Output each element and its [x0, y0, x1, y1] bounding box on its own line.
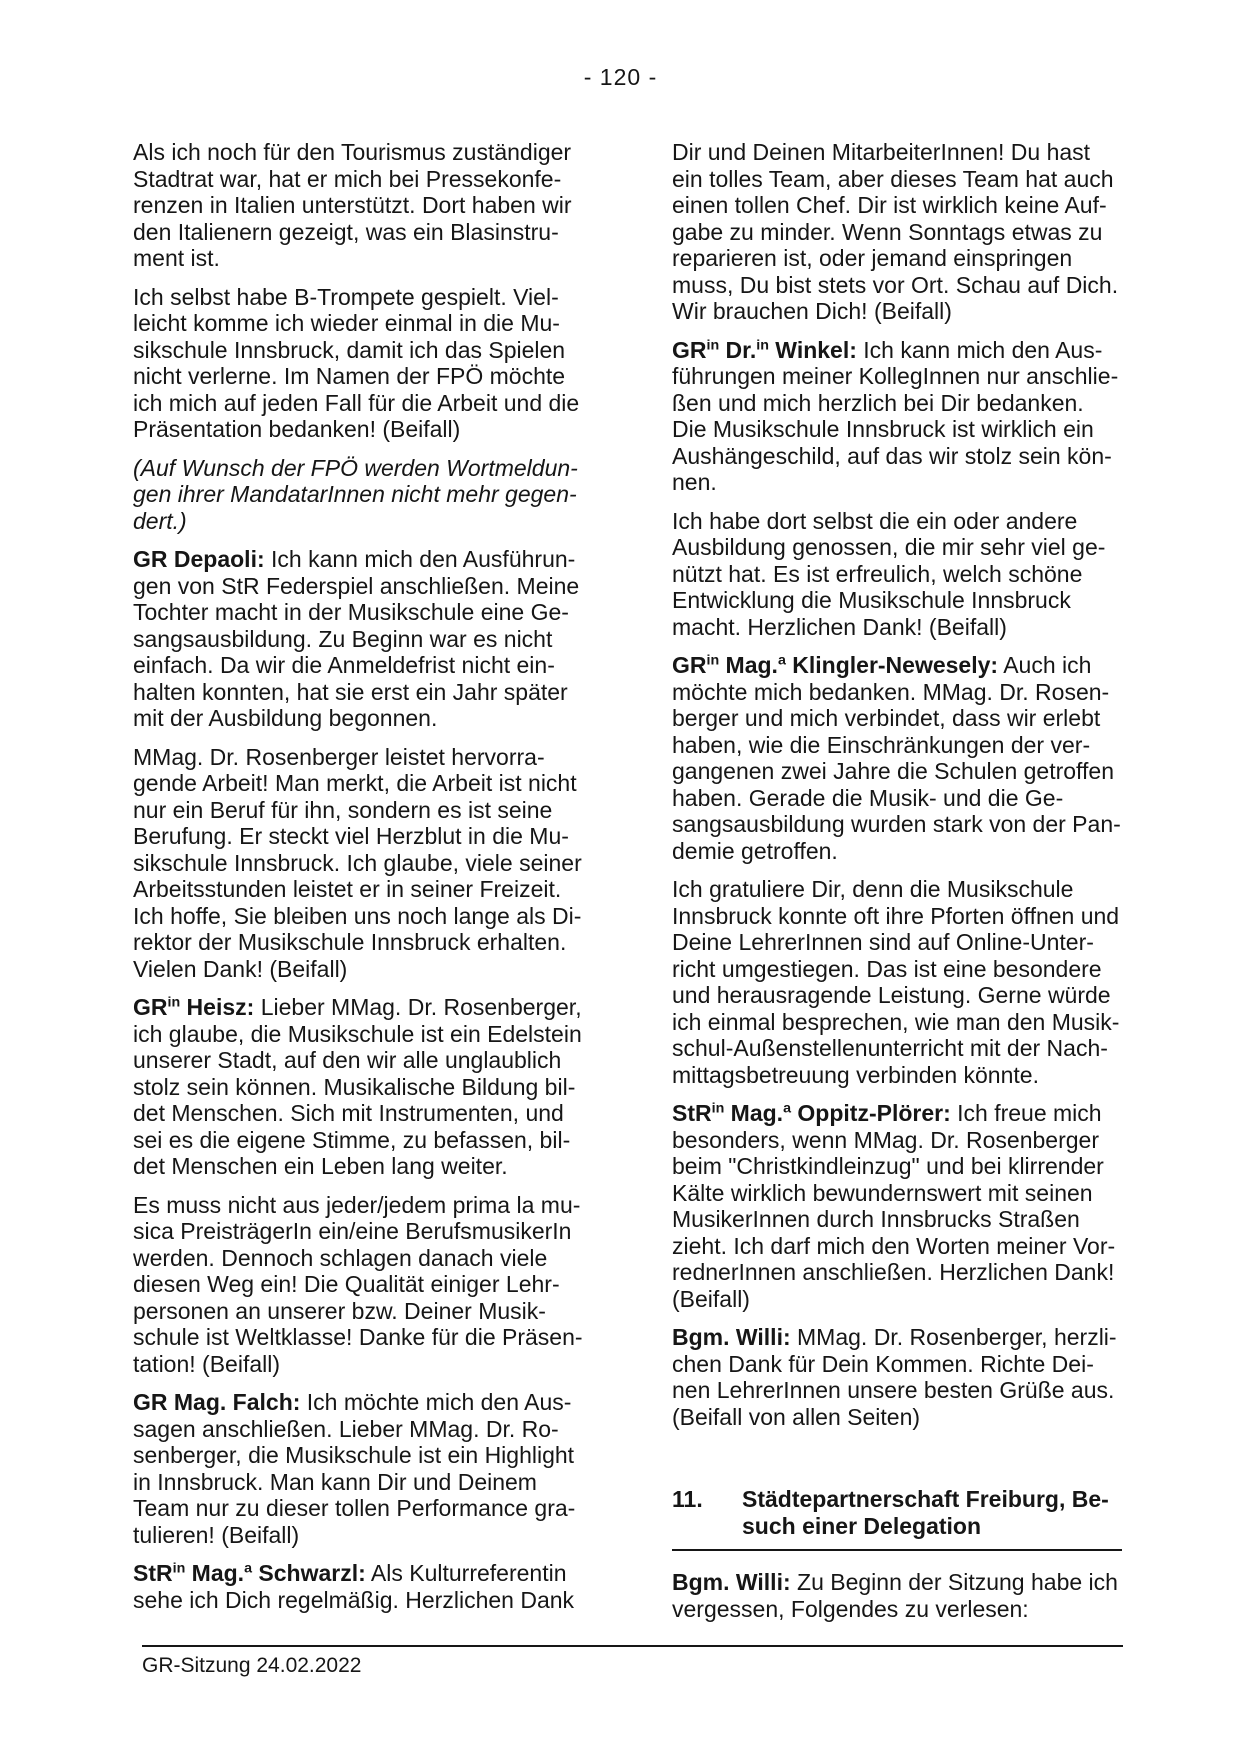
speaker-name: $GR^{in}$ Heisz:: [133, 994, 255, 1020]
superscript: a: [244, 1560, 253, 1577]
paragraph: Ich selbst habe B-Trompete gespielt. Vielleicht komme ich wieder einmal in die Musikschule Innsbruck, damit ich das Spielen nicht verlerne. Im Namen der FPÖ möchte ich mich auf jeden Fall für die Arbeit und die Präsentation bedanken! (Beifall): [133, 283, 580, 442]
speech-paragraph: StR$^{in}$ Mag.$^a$ Oppitz-Plörer: Ich freue mich besonders, wenn MMag. Dr. Rosenberger beim "Christkindleinzug" und bei klirrender Kälte wirklich bewundernswert mit seinen MusikerInnen durch Innsbrucks Straßen zieht. Ich darf mich den Worten meiner VorrednerInnen anschließen. Herzlichen Dank! (Beifall): [672, 1100, 1116, 1312]
text-columns: [133, 139, 1122, 1634]
speech-paragraph: GR Mag. Falch: Ich möchte mich den Aussagen anschließen. Lieber MMag. Dr. Rosenberger, die Musikschule ist ein Highlight in Innsbruck. Man kann Dir und Deinem Team nur zu dieser tollen Performance gratulieren! (Beifall): [133, 1389, 576, 1548]
speaker-name: Bgm. Willi:: [672, 1324, 791, 1350]
speaker-name: StR$^{in}$ Mag.$^a$ Oppitz-Plörer:: [672, 1100, 951, 1126]
superscript: a: [783, 1100, 792, 1117]
agenda-item-number: 11.: [672, 1486, 703, 1512]
paragraph: (Auf Wunsch der FPÖ werden Wortmeldungen ihrer MandatarInnen nicht mehr gegendert.): [133, 454, 578, 534]
speaker-name: GR Depaoli:: [133, 546, 265, 572]
superscript: in: [756, 336, 769, 353]
speaker-name: Bgm. Willi:: [672, 1569, 791, 1595]
superscript: in: [706, 652, 720, 669]
column-left: [133, 139, 592, 1634]
speech-paragraph: GR Depaoli: Ich kann mich den Ausführungen von StR Federspiel anschließen. Meine Tochter macht in der Musikschule eine Gesangsausbildung. Zu Beginn war es nicht einfach. Da wir die Anmeldefrist nicht einhalten konnten, hat sie erst ein Jahr später mit der Ausbildung begonnen.: [133, 546, 580, 731]
speech-paragraph: $GR^{in}$ Dr.$^{in}$ Winkel: Ich kann mich den Ausführungen meiner KollegInnen nur anschließen und mich herzlich bei Dir bedanken. Die Musikschule Innsbruck ist wirklich ein Aushängeschild, auf das wir stolz sein können.: [672, 336, 1119, 495]
superscript: in: [167, 994, 181, 1011]
speech-paragraph: Bgm. Willi: MMag. Dr. Rosenberger, herzlichen Dank für Dein Kommen. Richte Deinen LehrerInnen unsere besten Grüße aus. (Beifall von allen Seiten): [672, 1324, 1117, 1430]
speech-paragraph: StR$^{in}$ Mag.$^a$ Schwarzl: Als Kulturreferentin sehe ich Dich regelmäßig. Herzlichen Dank: [133, 1560, 575, 1613]
page-number: - 120 -: [583, 64, 658, 90]
footer-text: GR-Sitzung 24.02.2022: [142, 1654, 362, 1677]
agenda-item-title: Städtepartnerschaft Freiburg, Besuch einer Delegation: [742, 1486, 1109, 1539]
speaker-name: $GR^{in}$ Dr.$^{in}$ Winkel:: [672, 336, 857, 363]
paragraph: Ich habe dort selbst die ein oder andere Ausbildung genossen, die mir sehr viel genützt hat. Es ist erfreulich, welch schöne Entwicklung die Musikschule Innsbruck macht. Herzlichen Dank! (Beifall): [672, 507, 1106, 640]
superscript: a: [777, 652, 786, 669]
paragraph: Es muss nicht aus jeder/jedem prima la musica PreisträgerIn ein/eine BerufsmusikerIn werden. Dennoch schlagen danach viele diesen Weg ein! Die Qualität einiger Lehrpersonen an unserer bzw. Deiner Musikschule ist Weltklasse! Danke für die Präsentation! (Beifall): [133, 1191, 583, 1377]
speaker-name: $GR^{in}$ Mag.$^a$ Klingler-Newesely:: [672, 652, 999, 678]
speech-paragraph: $GR^{in}$ Mag.$^a$ Klingler-Newesely: Auch ich möchte mich bedanken. MMag. Dr. Rosenberger und mich verbindet, dass wir erlebt haben, wie die Einschränkungen der vergangenen zwei Jahre die Schulen getroffen haben. Gerade die Musik- und die Gesangsausbildung wurden stark von der Pandemie getroffen.: [672, 652, 1121, 864]
column-right: [672, 139, 1122, 1634]
speech-paragraph: Bgm. Willi: Zu Beginn der Sitzung habe ich vergessen, Folgendes zu verlesen:: [672, 1569, 1118, 1622]
paragraph: MMag. Dr. Rosenberger leistet hervorragende Arbeit! Man merkt, die Arbeit ist nicht nur ein Beruf für ihn, sondern es ist seine Berufung. Er steckt viel Herzblut in die Musikschule Innsbruck. Ich glaube, viele seiner Arbeitsstunden leistet er in seiner Freizeit. Ich hoffe, Sie bleiben uns noch lange als Direktor der Musikschule Innsbruck erhalten. Vielen Dank! (Beifall): [133, 743, 582, 982]
speaker-name: StR$^{in}$ Mag.$^a$ Schwarzl:: [133, 1560, 366, 1586]
agenda-item-heading: [672, 1486, 1122, 1551]
speech-paragraph: $GR^{in}$ Heisz: Lieber MMag. Dr. Rosenberger, ich glaube, die Musikschule ist ein Edelstein unserer Stadt, auf den wir alle unglaublich stolz sein können. Musikalische Bildung bildet Menschen. Sich mit Instrumenten, und sei es die eigene Stimme, zu befassen, bildet Menschen ein Leben lang weiter.: [133, 994, 582, 1179]
superscript: in: [172, 1560, 186, 1577]
superscript: in: [711, 1100, 725, 1117]
paragraph: Ich gratuliere Dir, denn die Musikschule Innsbruck konnte oft ihre Pforten öffnen und Deine LehrerInnen sind auf Online-Unterricht umgestiegen. Das ist eine besondere und herausragende Leistung. Gerne würde ich einmal besprechen, wie man den Musikschul-Außenstellenunterricht mit der Nachmittagsbetreuung verbinden könnte.: [672, 876, 1120, 1088]
paragraph: Als ich noch für den Tourismus zuständiger Stadtrat war, hat er mich bei Pressekonferenzen in Italien unterstützt. Dort haben wir den Italienern gezeigt, was ein Blasinstrument ist.: [133, 139, 572, 271]
paragraph: Dir und Deinen MitarbeiterInnen! Du hast ein tolles Team, aber dieses Team hat auch einen tollen Chef. Dir ist wirklich keine Aufgabe zu minder. Wenn Sonntags etwas zu reparieren ist, oder jemand einspringen muss, Du bist stets vor Ort. Schau auf Dich. Wir brauchen Dich! (Beifall): [672, 139, 1119, 324]
speaker-name: GR Mag. Falch:: [133, 1389, 301, 1415]
superscript: in: [706, 336, 720, 353]
page-footer: [142, 1645, 1123, 1678]
